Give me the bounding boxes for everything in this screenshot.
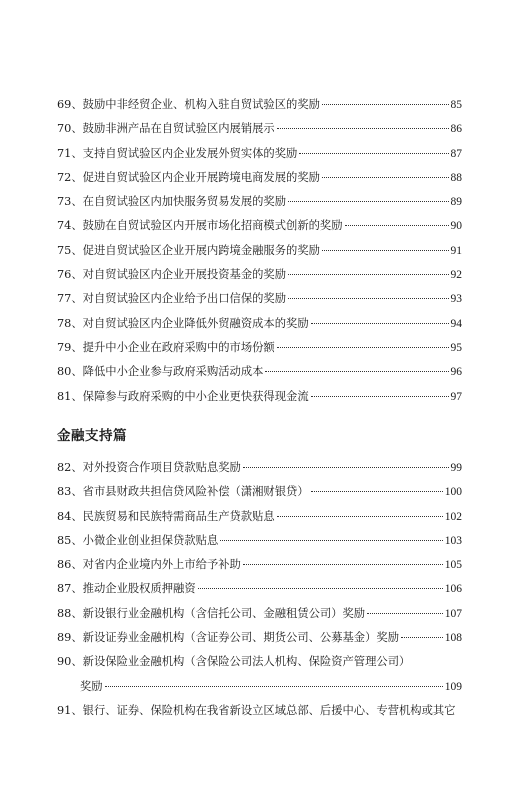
toc-entry-title: 鼓励非洲产品在自贸试验区内展销展示 <box>82 122 275 136</box>
dot-leader <box>220 540 443 541</box>
toc-entry-87[interactable] <box>57 577 462 601</box>
toc-entry-title: 对省内企业境内外上市给予补助 <box>82 558 241 572</box>
dot-leader <box>322 177 449 178</box>
toc-entry-80[interactable] <box>57 360 462 384</box>
section-heading: 金融支持篇 <box>57 428 127 444</box>
toc-entry-title: 对自贸试验区内企业开展投资基金的奖励 <box>82 268 287 282</box>
toc-entry-page: 91 <box>450 244 462 257</box>
dot-leader <box>311 491 443 492</box>
toc-entry-81[interactable] <box>57 385 462 409</box>
toc-entry-82[interactable] <box>57 456 462 480</box>
toc-entry-page: 87 <box>450 147 462 160</box>
dot-leader <box>311 396 449 397</box>
toc-entry-88[interactable] <box>57 602 462 626</box>
toc-entry-title: 省市县财政共担信贷风险补偿（潇湘财银贷） <box>82 485 309 499</box>
dot-leader <box>243 467 449 468</box>
toc-entry-90-line2 <box>57 675 462 699</box>
toc-entry-page: 102 <box>444 510 462 523</box>
toc-entry-number: 83、 <box>57 485 83 499</box>
toc-entry-title: 新设证券业金融机构（含证券公司、期货公司、公募基金）奖励 <box>82 631 399 645</box>
dot-leader <box>198 588 443 589</box>
toc-entry-page: 92 <box>450 269 462 282</box>
toc-entry-number: 76、 <box>57 268 83 282</box>
toc-entry-number: 70、 <box>57 122 83 136</box>
toc-entry-title: 支持自贸试验区内企业发展外贸实体的奖励 <box>82 146 298 160</box>
toc-entry-number: 80、 <box>57 365 83 379</box>
toc-entry-page: 105 <box>444 559 462 572</box>
toc-entry-page: 96 <box>450 366 462 379</box>
toc-entry-number: 77、 <box>57 292 83 306</box>
toc-entry-page: 99 <box>450 462 462 474</box>
toc-entry-85[interactable] <box>57 529 462 553</box>
dot-leader <box>265 371 448 372</box>
toc-entry-page: 108 <box>444 632 462 645</box>
toc-entry-title: 民族贸易和民族特需商品生产贷款贴息 <box>82 509 275 523</box>
toc-entry-number: 88、 <box>57 606 83 620</box>
toc-entry-number: 81、 <box>57 389 83 403</box>
toc-entry-title: 促进自贸试验区内企业开展跨境电商发展的奖励 <box>82 170 320 184</box>
toc-entry-page: 100 <box>444 486 462 499</box>
toc-entry-number: 90、 <box>57 655 83 669</box>
toc-entry-number: 87、 <box>57 582 83 596</box>
toc-entry-title: 小微企业创业担保贷款贴息 <box>82 533 219 547</box>
toc-entry-title: 对外投资合作项目贷款贴息奖励 <box>82 461 241 474</box>
toc-entry-90-line1 <box>57 650 462 674</box>
toc-entry-91[interactable] <box>57 699 462 723</box>
toc-entry-page: 107 <box>444 607 462 620</box>
dot-leader <box>322 250 449 251</box>
toc-entry-77[interactable] <box>57 287 462 311</box>
toc-entry-page: 93 <box>450 293 462 306</box>
dot-leader <box>277 347 449 348</box>
toc-entry-title: 保障参与政府采购的中小企业更快获得现金流 <box>82 389 309 403</box>
dot-leader <box>322 104 449 105</box>
toc-entry-78[interactable] <box>57 312 462 336</box>
dot-leader <box>277 516 443 517</box>
toc-entry-number: 79、 <box>57 340 83 354</box>
toc-entry-page: 86 <box>450 123 462 136</box>
toc-entry-89[interactable] <box>57 626 462 650</box>
toc-entry-page: 97 <box>450 390 462 403</box>
toc-entry-number: 89、 <box>57 631 83 645</box>
toc-entry-69[interactable] <box>57 93 462 117</box>
toc-entry-title-continuation: 奖励 <box>80 679 103 693</box>
toc-entry-number: 73、 <box>57 195 83 209</box>
toc-entry-page: 89 <box>450 196 462 209</box>
toc-entry-number: 82、 <box>57 461 83 474</box>
toc-list-part1 <box>57 93 462 409</box>
dot-leader <box>288 201 448 202</box>
toc-entry-page: 85 <box>450 99 462 111</box>
toc-entry-number: 78、 <box>57 316 83 330</box>
toc-entry-number: 72、 <box>57 170 83 184</box>
toc-entry-74[interactable] <box>57 214 462 238</box>
toc-entry-title: 降低中小企业参与政府采购活动成本 <box>82 365 264 379</box>
toc-entry-title: 推动企业股权质押融资 <box>82 582 196 596</box>
toc-entry-title: 新设保险业金融机构（含保险公司法人机构、保险资产管理公司） <box>82 655 411 669</box>
toc-entry-72[interactable] <box>57 166 462 190</box>
toc-entry-page: 103 <box>444 534 462 547</box>
toc-entry-page: 95 <box>450 341 462 354</box>
dot-leader <box>243 564 443 565</box>
toc-entry-number: 85、 <box>57 533 83 547</box>
toc-entry-page: 90 <box>450 220 462 233</box>
toc-list-part2 <box>57 456 462 723</box>
toc-entry-75[interactable] <box>57 239 462 263</box>
toc-entry-83[interactable] <box>57 480 462 504</box>
toc-entry-number: 91、 <box>57 703 83 717</box>
toc-entry-number: 74、 <box>57 219 83 233</box>
toc-entry-title: 促进自贸试验区企业开展内跨境金融服务的奖励 <box>82 243 320 257</box>
toc-entry-84[interactable] <box>57 505 462 529</box>
dot-leader <box>288 274 448 275</box>
toc-entry-number: 86、 <box>57 558 83 572</box>
dot-leader <box>401 637 443 638</box>
toc-entry-title: 新设银行业金融机构（含信托公司、金融租赁公司）奖励 <box>82 606 366 620</box>
toc-entry-title: 提升中小企业在政府采购中的市场份额 <box>82 340 275 354</box>
toc-entry-86[interactable] <box>57 553 462 577</box>
toc-entry-page: 88 <box>450 171 462 184</box>
dot-leader <box>367 613 443 614</box>
toc-entry-page: 94 <box>450 317 462 330</box>
dot-leader <box>288 298 448 299</box>
toc-entry-title: 鼓励中非经贸企业、机构入驻自贸试验区的奖励 <box>82 98 320 111</box>
toc-entry-title: 对自贸试验区内企业给予出口信保的奖励 <box>82 292 287 306</box>
toc-entry-number: 75、 <box>57 243 83 257</box>
toc-entry-79[interactable] <box>57 336 462 360</box>
toc-entry-73[interactable] <box>57 190 462 214</box>
toc-entry-title: 银行、证券、保险机构在我省新设立区域总部、后援中心、专营机构或其它 <box>82 703 456 717</box>
toc-entry-number: 84、 <box>57 509 83 523</box>
toc-entry-title: 鼓励在自贸试验区内开展市场化招商模式创新的奖励 <box>82 219 343 233</box>
toc-entry-page: 106 <box>444 583 462 596</box>
dot-leader <box>345 225 449 226</box>
toc-entry-title: 对自贸试验区内企业降低外贸融资成本的奖励 <box>82 316 309 330</box>
dot-leader <box>311 323 449 324</box>
dot-leader <box>277 128 449 129</box>
toc-entry-page: 109 <box>444 680 462 693</box>
toc-entry-title: 在自贸试验区内加快服务贸易发展的奖励 <box>82 195 287 209</box>
toc-entry-70[interactable] <box>57 117 462 141</box>
toc-entry-76[interactable] <box>57 263 462 287</box>
toc-entry-71[interactable] <box>57 142 462 166</box>
dot-leader <box>105 686 443 687</box>
toc-entry-number: 69、 <box>57 98 83 111</box>
dot-leader <box>299 153 448 154</box>
toc-entry-90[interactable] <box>57 650 462 699</box>
toc-entry-number: 71、 <box>57 146 83 160</box>
